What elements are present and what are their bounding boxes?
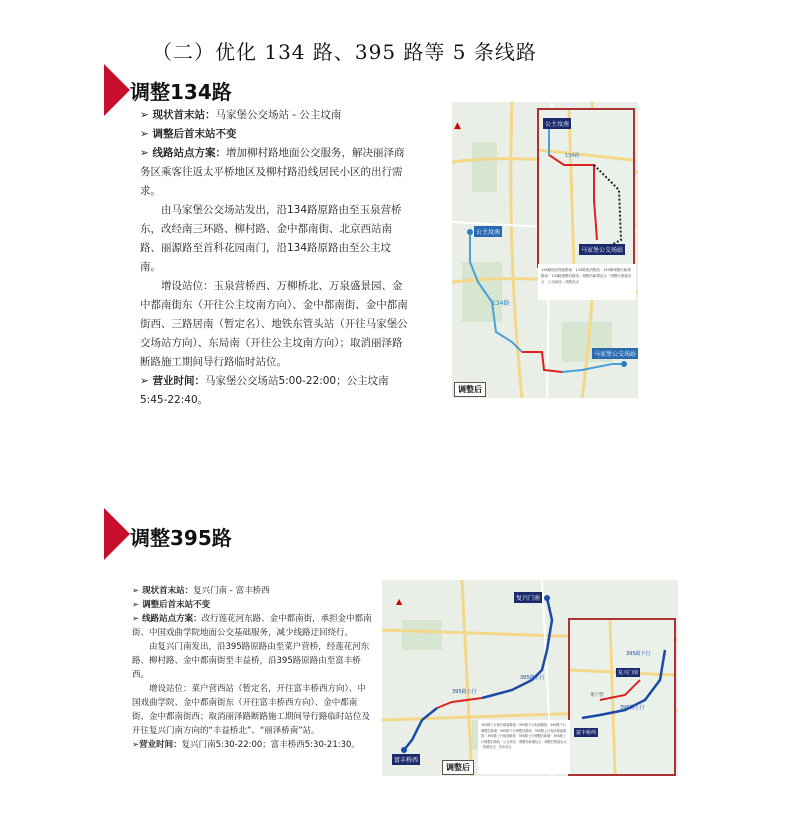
info-line: ➢ 调整后首末站不变 <box>140 128 237 140</box>
inset-label: 复兴门南 <box>618 670 639 676</box>
station-label: 马家堡公交场站 <box>592 348 638 359</box>
stops-paragraph: 增设站位：玉泉营桥西、万柳桥北、万泉盛景园、金中都南街东（开往公主坟南方向）、金中都南街、金中都南街西、三路居南（暂定名）、地铁东管头站（开往马家堡公交场站方向）、东局南（开往公主坟南方向）；取消丽泽路断路施工期间导行路临时站位。 <box>140 280 408 368</box>
info-line: ➢ 现状首末站：马家堡公交场站 - 公主坟南 <box>140 109 342 121</box>
svg-text:▲: ▲ <box>454 121 461 131</box>
info-line: ➢ 调整后首末站不变 <box>132 600 211 610</box>
map-legend: 134路现状保留路段 · 134路取消路段 · 134路调整后新增路段 · 134路调整后路线 · 调整后新增站点 · 调整后保留站点 · 公交场站 · 线路站点 <box>538 264 636 300</box>
svg-text:▲: ▲ <box>396 597 403 606</box>
map-badge: 调整后 <box>442 760 474 775</box>
stops-paragraph: 增设站位：菜户营西站（暂定名，开往富丰桥西方向）、中国戏曲学院、金中都南街东（开往富丰桥西方向）、金中都南街、金中都南街西；取消丽泽路断路施工期间导行路临时站位及开往复兴门南方向的“丰益桥北”、“丽泽桥南”站。 <box>132 684 371 736</box>
inset-map <box>568 618 676 776</box>
route-paragraph: 由复兴门南发出，沿395路原路由至菜户营桥，经莲花河东路、柳村路、金中都南街至丰益桥，沿395路原路由至富丰桥西。 <box>132 642 370 680</box>
info-line: ➢ 现状首末站：复兴门南 - 富丰桥西 <box>132 586 270 596</box>
section-body <box>132 584 372 752</box>
inset-label: 公主坟南 <box>543 118 571 129</box>
info-line: ➢ 线路站点方案：改行莲花河东路、金中都南街，承担金中都南街、中国戏曲学院地面公交基础服务，减少线路迂回绕行。 <box>132 614 372 638</box>
inset-label: 马家堡公交场站 <box>579 244 625 255</box>
route-label: 395路上行 <box>520 675 545 681</box>
station-label: 复兴门南 <box>514 592 542 603</box>
section-body <box>140 106 412 410</box>
info-line: ➢ 线路站点方案：增加柳村路地面公交服务，解决丽泽商务区乘客往返太平桥地区及柳村路沿线居民小区的出行需求。 <box>140 147 405 197</box>
inset-label: 菜户营 <box>590 693 604 698</box>
station-label: 公主坟南 <box>474 226 502 237</box>
section-heading: 调整134路 <box>130 80 232 104</box>
route-map-395 <box>382 580 678 776</box>
inset-label: 富丰桥西 <box>576 730 597 736</box>
inset-label: 395路上行 <box>620 705 645 711</box>
inset-map <box>537 108 635 268</box>
map-legend: 395路下行现状保留路段 · 395路下行取消路段 · 395路下行调整后新增 · 395路下行调整后路线 · 395路上行现状保留路段 · 395路上行取消路段 · 395路上行调整后新增 · 395路上行调整后路线 · 公交场站 · 调整后新增站点 · 调整后保留站点 · 线路站点 · 首末站点 <box>478 720 570 774</box>
route-map-134 <box>452 102 638 398</box>
hours-line: ➢营业时间：复兴门南5:30-22:00；富丰桥西5:30-21:30。 <box>132 740 360 750</box>
section-marker <box>104 508 130 560</box>
section-heading: 调整395路 <box>130 526 232 550</box>
station-label: 富丰桥西 <box>392 754 420 765</box>
route-label: 134路 <box>492 300 510 307</box>
inset-label: 134路 <box>565 153 580 159</box>
section-marker <box>104 64 130 116</box>
page-title: （二）优化 134 路、395 路等 5 条线路 <box>152 40 537 64</box>
map-badge: 调整后 <box>454 382 486 397</box>
route-label: 395路上行 <box>452 689 477 695</box>
route-paragraph: 由马家堡公交场站发出，沿134路原路由至玉泉营桥东，改经南三环路、柳村路、金中都南街、北京西站南路、丽源路至首科花园南门，沿134路原路由至公主坟南。 <box>140 204 402 273</box>
hours-line: ➢ 营业时间：马家堡公交场站5:00-22:00；公主坟南5:45-22:40。 <box>140 375 389 406</box>
inset-label: 395路下行 <box>626 651 651 657</box>
